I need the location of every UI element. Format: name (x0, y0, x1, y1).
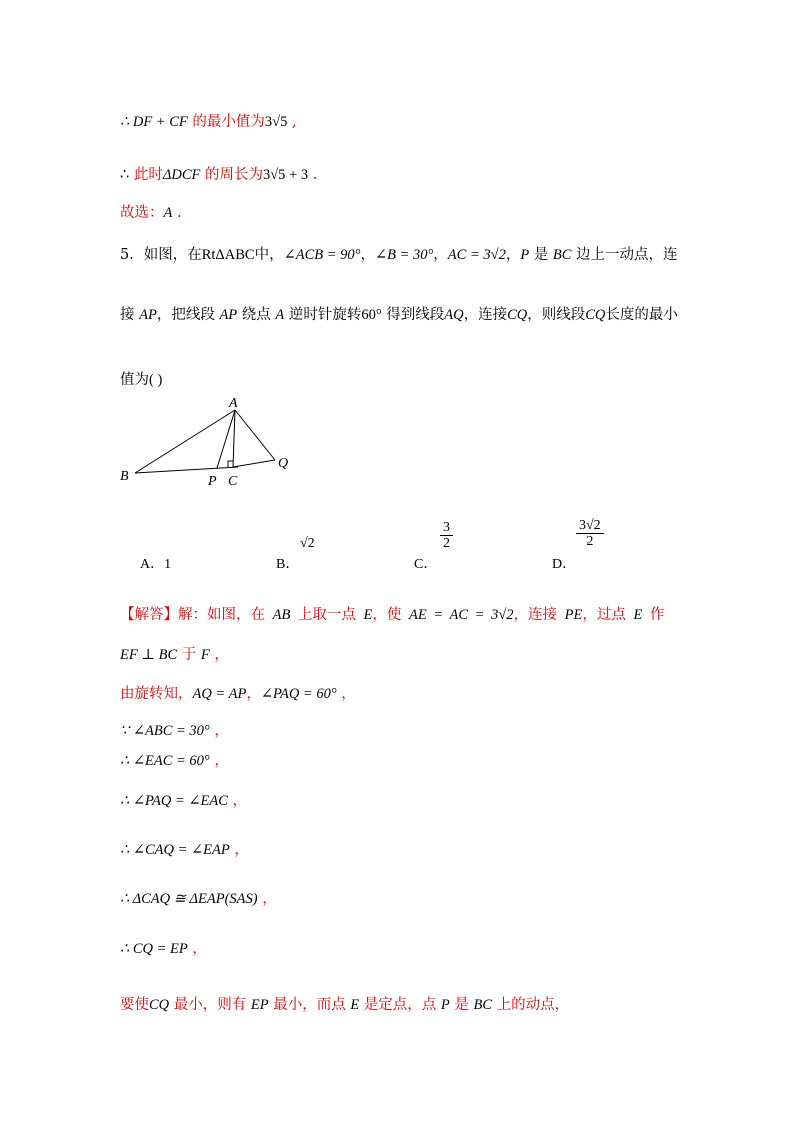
math: AC = 3√2 (447, 247, 506, 263)
solution-line-10 (120, 993, 569, 1014)
option-c[interactable] (414, 553, 437, 573)
segment-ap (217, 410, 235, 468)
math: ∵ ∠ABC = 30° (120, 723, 210, 739)
text: 此时 (133, 167, 163, 183)
option-d-fraction (576, 518, 604, 550)
text: 是 (529, 247, 553, 263)
math: AP (219, 307, 238, 323)
text: ，把线段 (156, 307, 220, 323)
math: P (520, 247, 530, 263)
segment-ab (135, 410, 235, 473)
label-c: C (228, 474, 238, 489)
math: AP (139, 307, 157, 323)
answer-letter: A (163, 205, 173, 221)
option-letter: B． (276, 557, 300, 572)
text: 由旋转知， (120, 686, 193, 702)
text: ，连接 (513, 607, 565, 623)
text: ， (227, 793, 247, 809)
segment-aq (235, 410, 275, 460)
math: F (200, 647, 210, 663)
solution-line-9 (120, 937, 207, 958)
math: A (275, 307, 285, 323)
text: 绕点 (237, 307, 276, 323)
option-letter: A． (140, 557, 165, 572)
text: 上的动点， (492, 997, 570, 1013)
text: 长度的最小 (605, 307, 678, 323)
text: ，过点 (582, 607, 634, 623)
math: AB (272, 607, 291, 623)
math: CQ (507, 307, 528, 323)
text: 边上一动点，连 (571, 247, 678, 263)
solution-line-1 (120, 603, 664, 624)
solution-line-8 (120, 887, 277, 908)
math: AQ (444, 307, 464, 323)
math: CQ (149, 997, 170, 1013)
math: ∴ ∠PAQ = ∠EAC (120, 793, 228, 809)
math: 60° (361, 307, 382, 323)
question-line-3 (120, 368, 162, 389)
punctuation: . (308, 167, 318, 183)
segment-cq (233, 460, 275, 467)
conclusion-min-value (120, 110, 297, 131)
answer-choice (120, 201, 182, 222)
math: EF ⊥ BC (120, 647, 178, 663)
text: ， (360, 247, 375, 263)
math: P (440, 997, 450, 1013)
math-value: 3√5 (264, 114, 288, 130)
text: 是 (449, 997, 474, 1013)
text: ， (209, 723, 229, 739)
label-b: B (120, 469, 129, 484)
denominator: 2 (586, 534, 594, 550)
math: ∠PAQ = 60° (260, 686, 337, 702)
numerator: 3√2 (576, 518, 604, 534)
text: 逆时针旋转 (284, 307, 362, 323)
option-value: 1 (164, 557, 172, 572)
text: ， (187, 941, 207, 957)
text: 值为 (120, 372, 149, 388)
geometry-figure (110, 395, 310, 495)
option-d[interactable] (552, 553, 576, 573)
math: ∠B = 30° (374, 247, 434, 263)
math: AE = AC = 3√2 (409, 607, 514, 623)
text: 最小，而点 (268, 997, 351, 1013)
text: ， (209, 647, 229, 663)
numerator: 3 (440, 520, 453, 536)
punctuation: . (172, 205, 182, 221)
text: 作 (642, 607, 665, 623)
solution-line-5 (120, 749, 229, 770)
text: 是定点，点 (359, 997, 441, 1013)
text: ，连接 (463, 307, 508, 323)
text: 最小，则有 (169, 997, 251, 1013)
math: ∠ACB = 90° (283, 247, 361, 263)
option-a[interactable] (140, 553, 171, 573)
segment-ac (233, 410, 235, 467)
label-p: P (208, 474, 217, 489)
text: ，则线段 (527, 307, 586, 323)
answer-blank: ( ) (149, 372, 163, 388)
text: ，使 (372, 607, 410, 623)
option-b[interactable] (276, 553, 299, 573)
math: E (633, 607, 643, 623)
option-b-value: √2 (300, 536, 315, 551)
text: 得到线段 (381, 307, 445, 323)
text: ， (505, 247, 521, 263)
solution-line-7 (120, 838, 249, 859)
question-number: 5． (120, 247, 144, 263)
math: CQ (585, 307, 606, 323)
text: ， (209, 753, 229, 769)
math: ∴ ∠EAC = 60° (120, 753, 210, 769)
math-expression: ∴ DF + CF (120, 114, 188, 130)
text: 于 (177, 647, 201, 663)
math: PE (564, 607, 583, 623)
text: ， (257, 891, 277, 907)
solution-line-6 (120, 789, 247, 810)
text: ， (336, 686, 356, 702)
math: BC (473, 997, 492, 1013)
math: RtΔABC (201, 247, 255, 263)
math: E (363, 607, 373, 623)
math: AQ = AP (192, 686, 247, 702)
math: E (350, 997, 360, 1013)
solution-line-2 (120, 643, 229, 664)
math: EP (250, 997, 269, 1013)
math: ∴ CQ = EP (120, 941, 188, 957)
math-value: 3√5 + 3 (262, 167, 309, 183)
solution-heading: 【解答】 (120, 607, 178, 623)
text: ， (229, 842, 249, 858)
text: 要使 (120, 997, 149, 1013)
triangle-name: ΔDCF (162, 167, 201, 183)
text: 的最小值为 (187, 114, 265, 130)
text: 中， (254, 247, 284, 263)
question-line-2 (120, 303, 678, 324)
text: 故选： (120, 205, 164, 221)
math: ∴ ΔCAQ ≅ ΔEAP(SAS) (120, 891, 258, 907)
text: 如图，在 (143, 247, 202, 263)
conclusion-perimeter (120, 163, 317, 184)
label-a: A (229, 396, 238, 411)
option-c-fraction (440, 520, 453, 552)
therefore-symbol: ∴ (120, 167, 130, 183)
text: 的周长为 (200, 167, 263, 183)
punctuation: , (287, 114, 297, 130)
segment-bc (135, 467, 238, 473)
text: 接 (120, 307, 140, 323)
label-q: Q (278, 456, 289, 471)
option-letter: D． (552, 557, 577, 572)
option-letter: C． (414, 557, 438, 572)
math: ∴ ∠CAQ = ∠EAP (120, 842, 230, 858)
text: 解：如图，在 (178, 607, 273, 623)
solution-line-3 (120, 682, 356, 703)
denominator: 2 (443, 536, 450, 552)
solution-line-4 (120, 719, 229, 740)
right-angle-marker (228, 461, 233, 467)
text: 上取一点 (290, 607, 364, 623)
text: ， (246, 686, 261, 702)
math: BC (552, 247, 572, 263)
question-line-1 (120, 243, 678, 264)
text: ， (433, 247, 448, 263)
